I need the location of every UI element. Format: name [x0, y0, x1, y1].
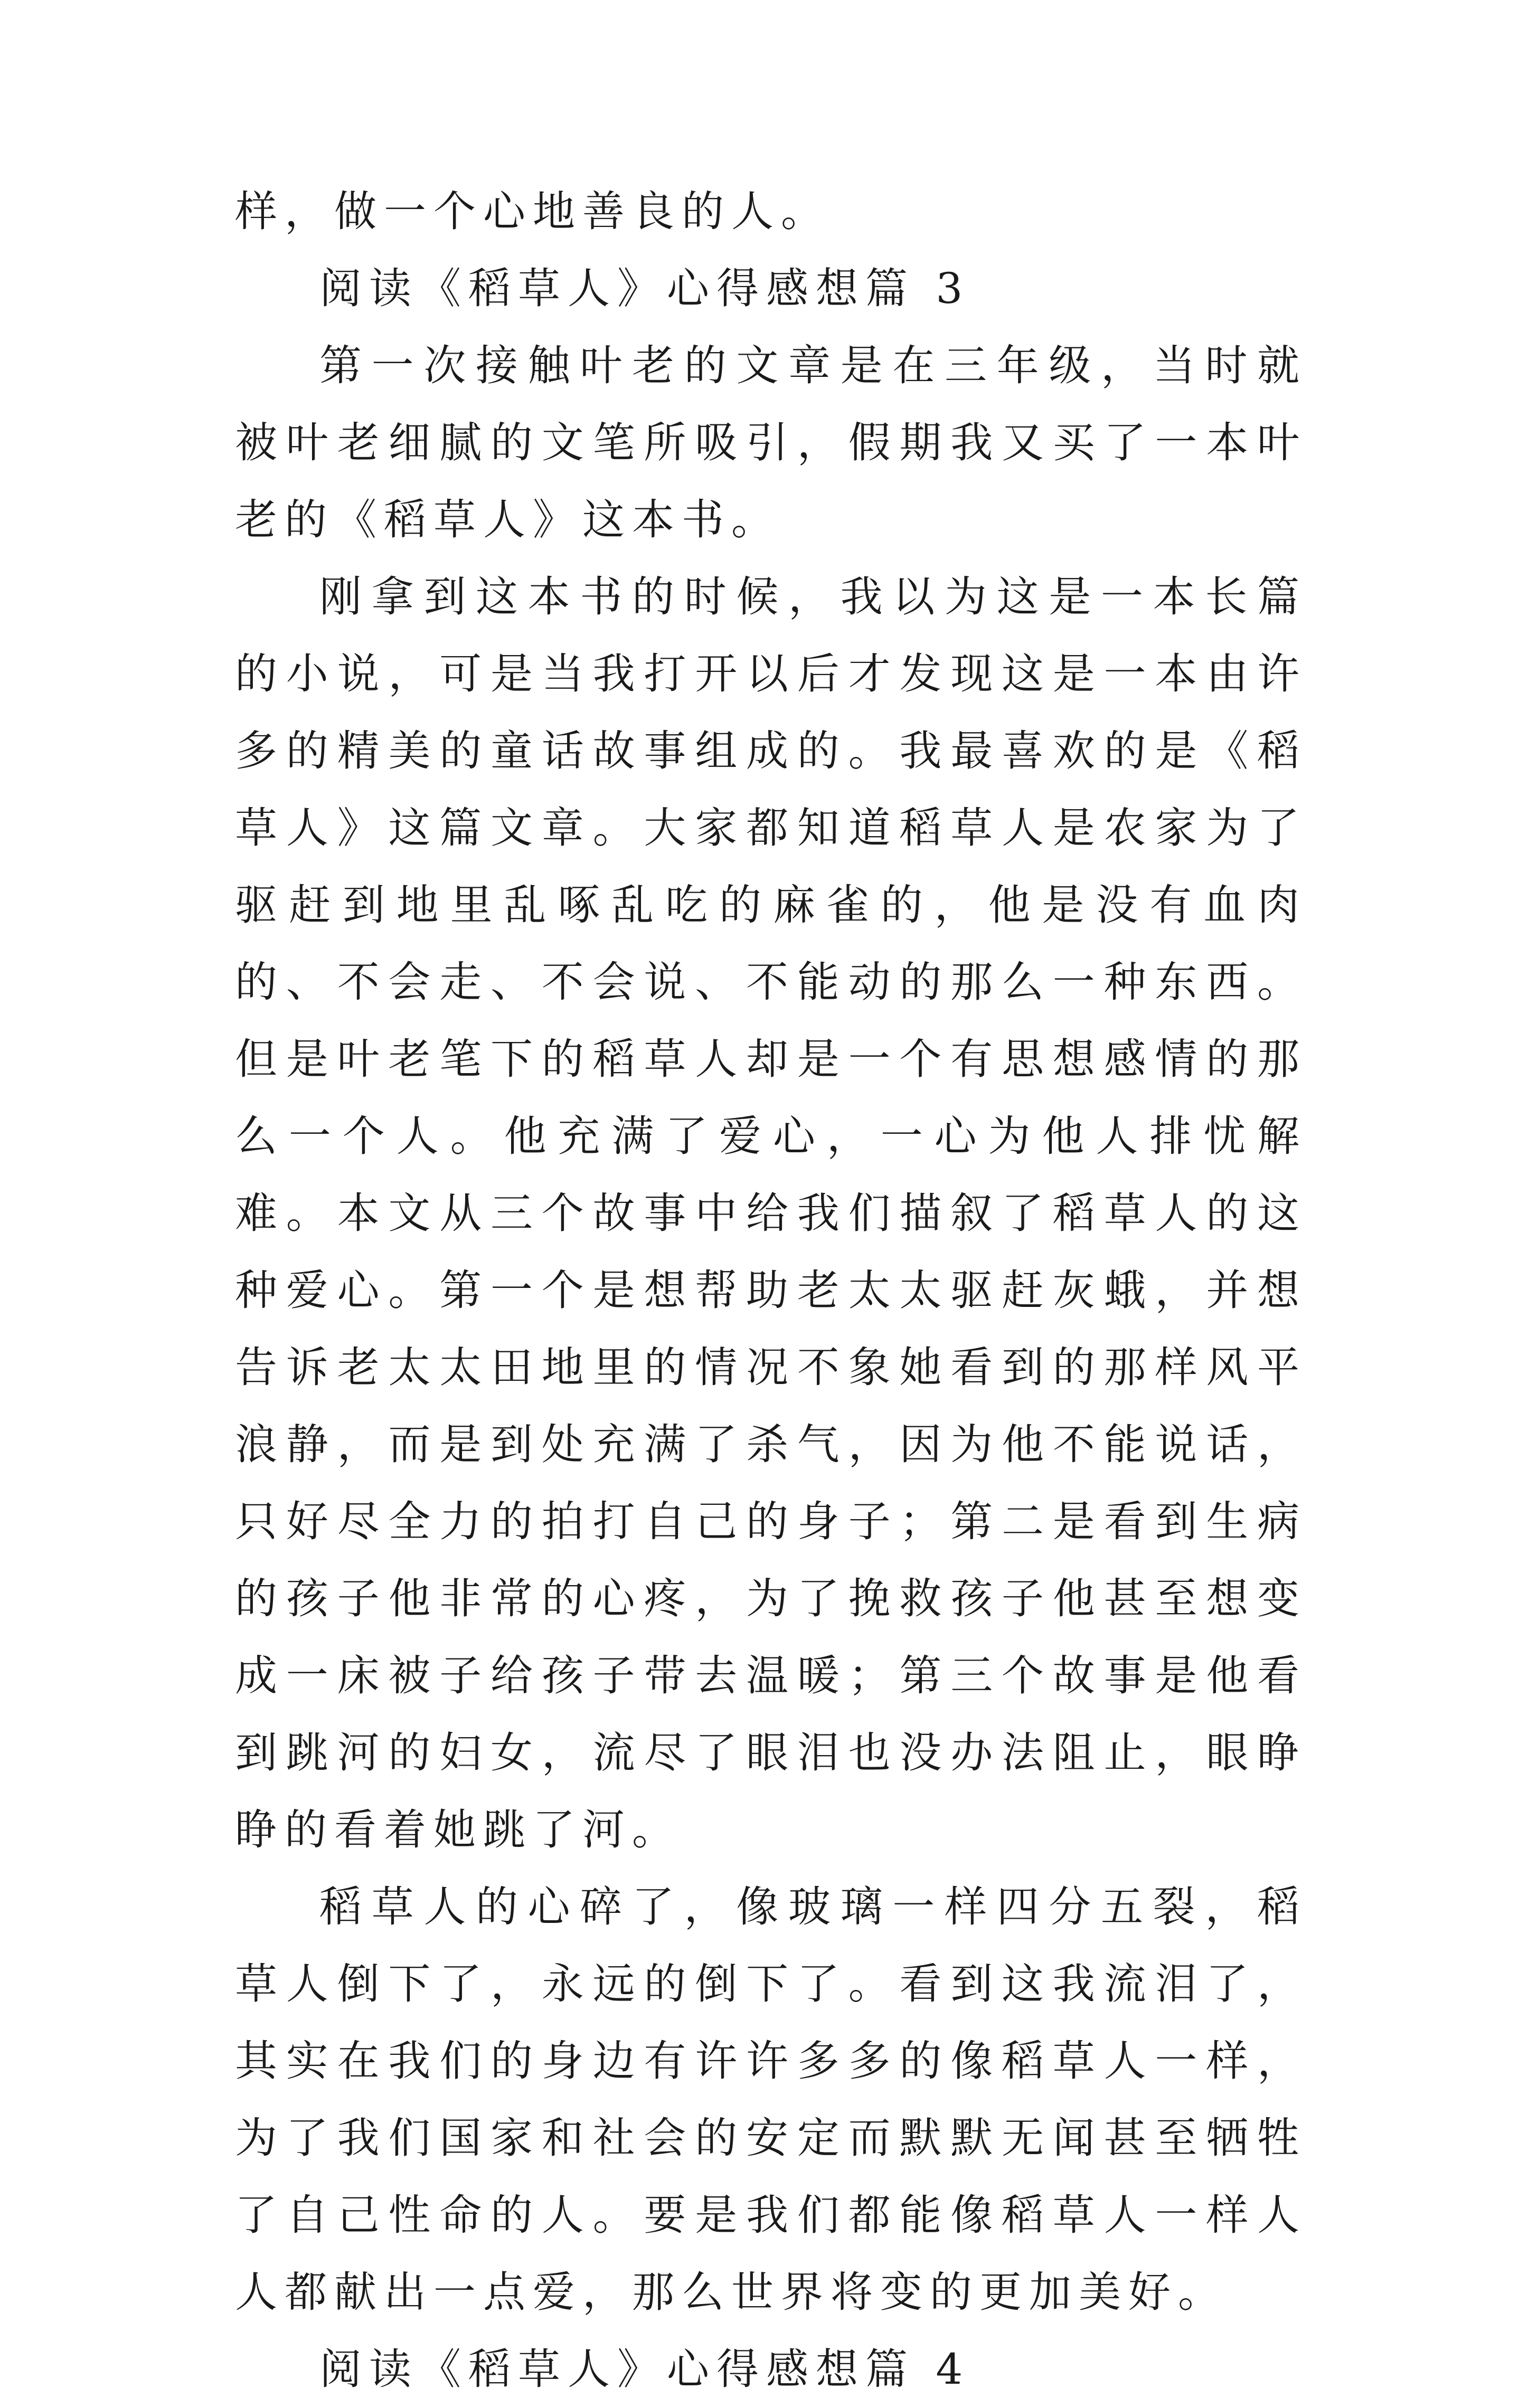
section-heading-4: 阅读《稻草人》心得感想篇 4 [319, 2345, 970, 2394]
paragraph: 刚拿到这本书的时候，我以为这是一本长篇的小说，可是当我打开以后才发现这是一本由许多的精美的童话故事组成的。我最喜欢的是《稻草人》这篇文章。大家都知道稻草人是农家为了驱赶到地里乱啄乱吃的麻雀的，他是没有血肉的、不会走、不会说、不能动的那么一种东西。但是叶老笔下的稻草人却是一个有思想感情的那么一个人。他充满了爱心，一心为他人排忧解难。本文从三个故事中给我们描叙了稻草人的这种爱心。第一个是想帮助老太太驱赶灰蛾，并想告诉老太太田地里的情况不象她看到的那样风平浪静，而是到处充满了杀气，因为他不能说话，只好尽全力的拍打自己的身子；第二是看到生病的孩子他非常的心疼，为了挽救孩子他甚至想变成一床被子给孩子带去温暖；第三个故事是他看到跳河的妇女，流尽了眼泪也没办法阻止，眼睁睁的看着她跳了河。 [235, 572, 1307, 1854]
section-heading-3: 阅读《稻草人》心得感想篇 3 [319, 264, 970, 313]
document-body [235, 173, 1307, 2408]
paragraph: 稻草人的心碎了，像玻璃一样四分五裂，稻草人倒下了，永远的倒下了。看到这我流泪了，其实在我们的身边有许许多多的像稻草人一样，为了我们国家和社会的安定而默默无闻甚至牺牲了自己性命的人。要是我们都能像稻草人一样人人都献出一点爱，那么世界将变的更加美好。 [235, 1882, 1307, 2317]
paragraph: 第一次接触叶老的文章是在三年级，当时就被叶老细腻的文笔所吸引，假期我又买了一本叶老的《稻草人》这本书。 [235, 341, 1307, 544]
paragraph-continuation: 样，做一个心地善良的人。 [235, 187, 831, 236]
